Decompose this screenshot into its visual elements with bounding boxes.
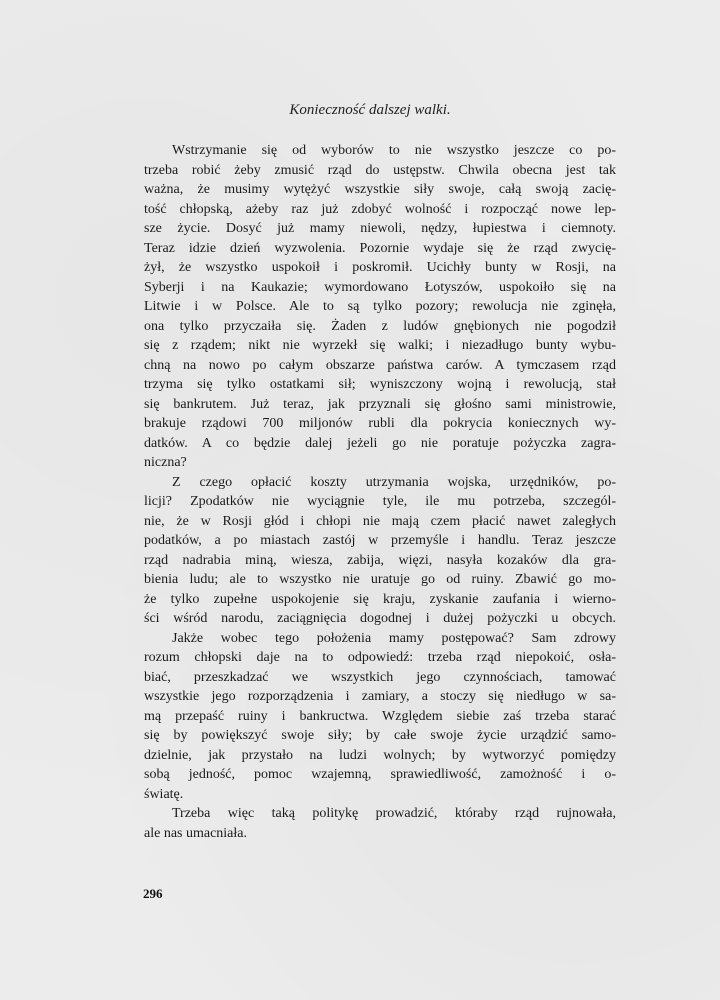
text-line: rząd nadrabia miną, wiesza, zabija, więzi, nasyła kozaków dla gra-: [144, 552, 616, 568]
text-line: ona tylko przyczaiła się. Żaden z ludów gnębionych nie pogodził: [144, 318, 616, 334]
paragraph-4: [144, 804, 616, 843]
text-line: że tylko zupełne uspokojenie się kraju, zyskanie zaufania i wierno-: [144, 591, 616, 607]
text-line: mą przepaść ruiny i bankructwa. Względem siebie zaś trzeba starać: [144, 708, 616, 724]
text-line: podatków, a po miastach zastój w przemyśle i handlu. Teraz jeszcze: [144, 533, 616, 548]
text-line: rozum chłopski daje na to odpowiedź: trzeba rząd niepokoić, osła-: [144, 650, 616, 665]
text-line: się z rządem; nikt nie wyrzekł się walki; i niezadługo bunty wybu-: [144, 338, 616, 353]
text-line: Z czego opłacić koszty utrzymania wojska, urzędników, po-: [172, 474, 616, 490]
text-line: brakuje rządowi 700 miljonów rubli dla pokrycia koniecznych wy-: [144, 416, 616, 431]
text-line: Wstrzymanie się od wyborów to nie wszystko jeszcze co po-: [172, 143, 616, 158]
text-line: ważna, że musimy wytężyć wszystkie siły swoje, całą swoją zacię-: [144, 182, 616, 197]
text-line: Litwie i w Polsce. Ale to są tylko pozory; rewolucja nie zginęła,: [144, 299, 616, 314]
text-line: trzyma się tylko ostatkami sił; wyniszczony wojną i rewolucją, stał: [144, 377, 616, 392]
paragraph-3: [144, 629, 616, 805]
text-line: ale nas umacniała.: [144, 825, 248, 841]
text-line: niczna?: [144, 455, 187, 470]
paragraph-1: [144, 141, 616, 473]
text-line: chną na nowo po całym obszarze państwa carów. A tymczasem rząd: [144, 357, 616, 373]
text-line: biać, przeszkadzać we wszystkich jego czynnościach, tamować: [144, 669, 616, 685]
page-number: 296: [143, 886, 163, 901]
text-line: się by powiększyć swoje siły; by całe swoje życie urządzić samo-: [144, 728, 616, 743]
text-line: Teraz idzie dzień wyzwolenia. Pozornie wydaje się że rząd zwycię-: [144, 240, 616, 256]
text-line: sobą jedność, pomoc wzajemną, sprawiedliwość, zamożność i o-: [144, 767, 616, 782]
text-line: datków. A co będzie dalej jeżeli go nie poratuje pożyczka zagra-: [144, 435, 616, 451]
text-line: światę.: [144, 786, 184, 802]
paragraph-2: [144, 473, 616, 629]
text-line: ści wśród narodu, zaciągnięcia dogodnej i dużej pożyczki u obcych.: [144, 611, 616, 626]
text-line: Trzeba więc taką politykę prowadzić, któraby rząd rujnowała,: [172, 806, 616, 821]
text-line: się bankrutem. Już teraz, jak przyznali się głośno sami ministrowie,: [144, 396, 616, 412]
chapter-heading: Konieczność dalszej walki.: [289, 102, 451, 118]
text-line: żył, że wszystko uspokoił i poskromił. Ucichły bunty w Rosji, na: [144, 260, 616, 275]
text-line: dzielnie, jak przystało na ludzi wolnych; by wytworzyć pomiędzy: [144, 747, 616, 763]
text-line: Syberji i na Kaukazie; wymordowano Łotyszów, uspokoiło się na: [144, 279, 616, 295]
text-line: Jakże wobec tego położenia mamy postępować? Sam zdrowy: [172, 630, 616, 646]
text-line: bienia ludu; ale to wszystko nie uratuje go od ruiny. Zbawić go mo-: [144, 572, 616, 587]
text-line: licji? Zpodatków nie wyciągnie tyle, ile mu potrzeba, szczegól-: [144, 494, 616, 509]
text-line: trzeba robić żeby zmusić rząd do ustępstw. Chwila obecna jest tak: [144, 162, 616, 178]
text-line: tość chłopską, ażeby raz już zdobyć wolność i rozpocząć nowe lep-: [144, 201, 616, 217]
text-line: wszystkie jego rozporządzenia i zamiary, a stoczy się niedługo w sa-: [144, 689, 616, 704]
text-line: nie, że w Rosji głód i chłopi nie mają czem płacić nawet zaległych: [144, 513, 616, 529]
body-text: [144, 141, 616, 843]
text-line: sze życie. Dosyć już mamy niewoli, nędzy, łupiestwa i ciemnoty.: [144, 221, 616, 236]
